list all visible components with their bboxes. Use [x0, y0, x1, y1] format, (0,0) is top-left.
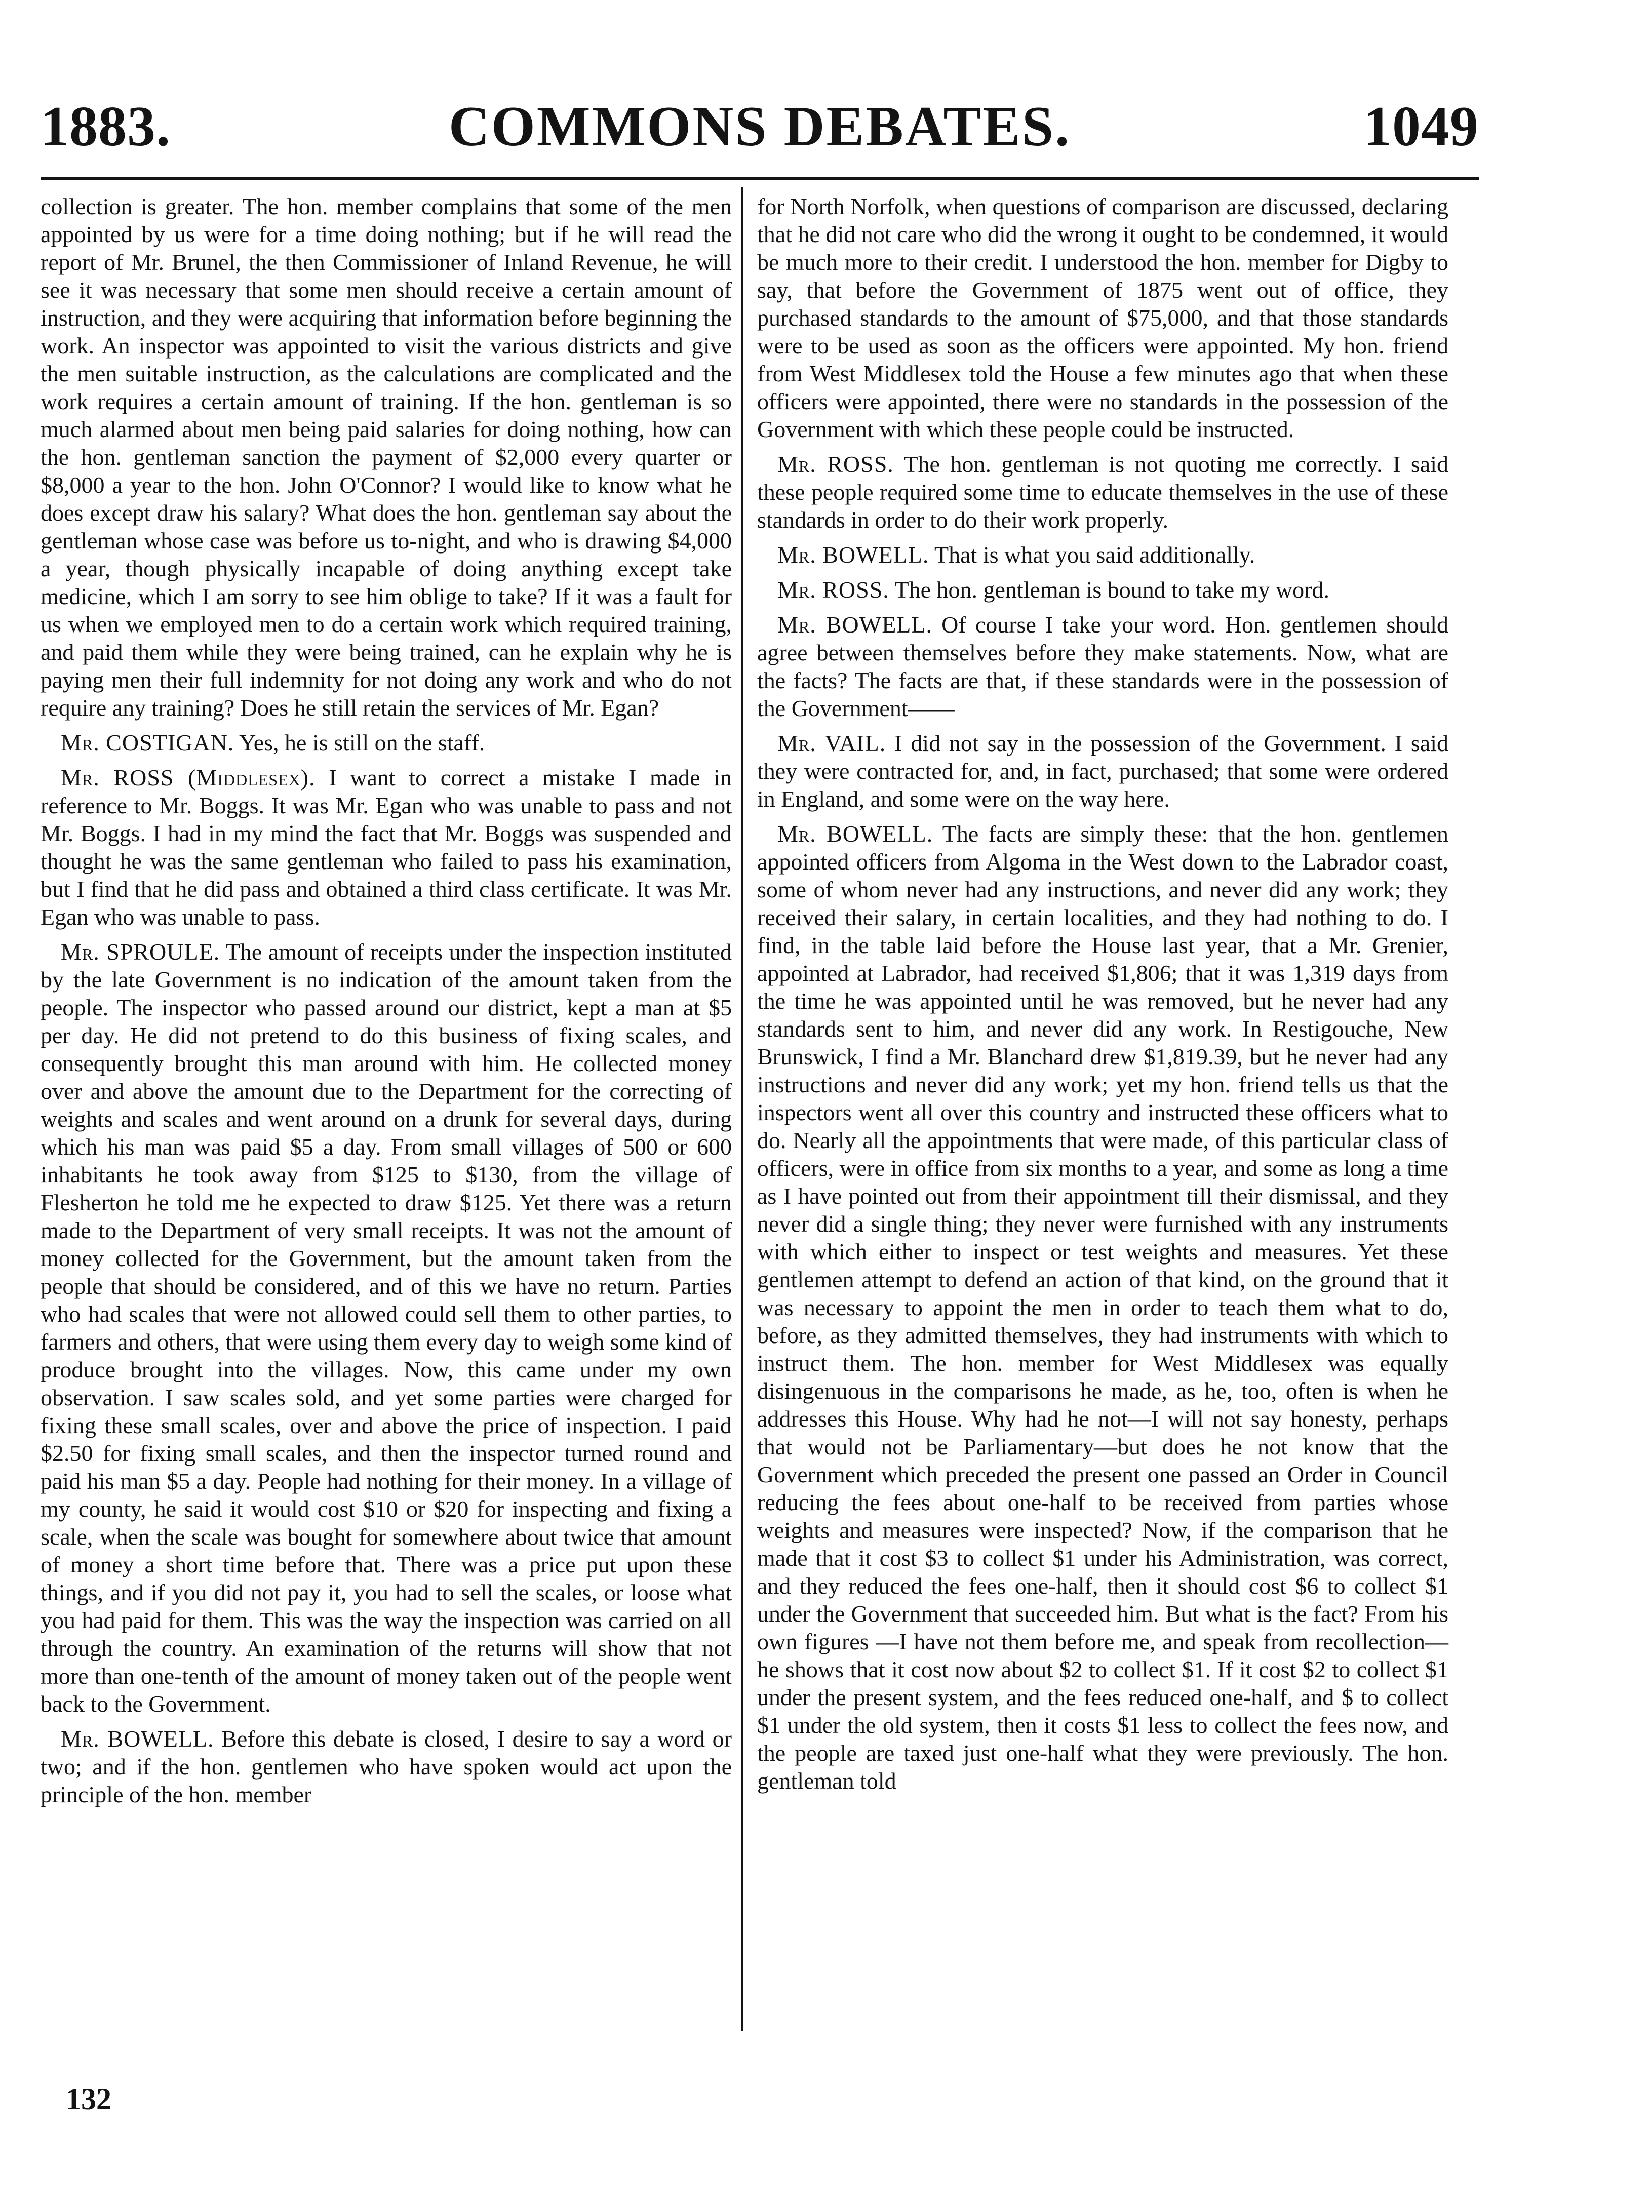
paragraph-text: The facts are simply these: that the hon. gentlemen appointed officers from Algoma in the West down to the Labrador coast, some of whom never had any instructions, and never did any work; they received their salary, in certain localities, and they had nothing to do. I find, in the table laid before the House last year, that a Mr. Grenier, appointed at Labrador, had received $1,806; that it was 1,319 days from the time he was appointed until he was removed, but he never had any standards sent to him, and never did any work. In Restigouche, New Brunswick, I find a Mr. Blanchard drew $1,819.39, but he never had any instructions and never did any work; yet my hon. friend tells us that the inspectors went all over this country and instructed these officers what to do. Nearly all the appointments that were made, of this particular class of officers, were in office from six months to a year, and some as long a time as I have pointed out from their appointment till their dismissal, and they never did a single thing; they never were furnished with any instruments with which either to inspect or test weights and measures. Yet these gentlemen attempt to defend an action of that kind, on the ground that it was necessary to appoint the men in order to teach them what to do, before, as they admitted themselves, they had instruments with which to instruct them. The hon. member for West Middlesex was equally disingenuous in the comparisons he made, as he, too, often is when he addresses this House. Why had he not—I will not say honesty, perhaps that would not be Parliamentary—but does he not know that the Government which preceded the present one passed an Order in Council reducing the fees about one-half to be received from parties whose weights and measures were inspected? Now, if the comparison that he made that it cost $3 to collect $1 under his Administration, was correct, and they reduced the fees one-half, then it should cost $6 to collect $1 under the Government that succeeded him. But what is the fact? From his own figures —I have not them before me, and speak from recollection—he shows that it cost now about $2 to collect $1. If it cost $2 to collect $1 under the present system, and the fees reduced one-half, and $ to collect $1 under the old system, then it costs $1 less to collect the fees now, and the people are taxed just one-half what they were previously. The hon. gentleman told — [757, 821, 1449, 1794]
speaker-name: Mr. ROSS (Middlesex). — [61, 765, 316, 791]
paragraph — [41, 729, 732, 757]
signature-mark: 132 — [66, 2082, 111, 2116]
paragraph — [757, 541, 1448, 569]
right-column — [757, 192, 1448, 1802]
paragraph-text: collection is greater. The hon. member complains that some of the men appointed by us were for a time doing nothing; but if he will read the report of Mr. Brunel, the then Commissioner of Inland Revenue, he will see it was necessary that some men should receive a certain amount of instruction, and they were acquiring that information before beginning the work. An inspector was appointed to visit the various districts and give the men suitable instruction, as the calculations are complicated and the work requires a certain amount of training. If the hon. gentleman is so much alarmed about men being paid salaries for doing nothing, how can the hon. gentleman sanction the payment of $2,000 every quarter or $8,000 a year to the hon. John O'Connor? I would like to know what he does except draw his salary? What does the hon. gentleman say about the gentleman whose case was before us to-night, and who is drawing $4,000 a year, though physically incapable of doing anything except take medicine, which I am sorry to see him oblige to take? If it was a fault for us when we employed men to do a certain work which required training, and paid them while they were being trained, can he explain why he is paying men their full indemnity for not doing any work and who do not require any training? Does he still retain the services of Mr. Egan? — [41, 193, 732, 721]
speaker-name: Mr. BOWELL. — [777, 612, 932, 638]
column-divider — [741, 187, 743, 2031]
speaker-name: Mr. BOWELL. — [777, 821, 933, 847]
paragraph-text: The hon. gentleman is bound to take my word. — [894, 577, 1329, 603]
paragraph — [757, 820, 1448, 1795]
speaker-name: Mr. VAIL. — [777, 730, 886, 756]
publication-title: COMMONS DEBATES. — [448, 95, 1071, 158]
paragraph — [41, 938, 732, 1718]
speaker-name: Mr. COSTIGAN. — [61, 730, 234, 756]
paragraph-text: The amount of receipts under the inspection instituted by the late Government is no indication of the amount taken from the people. The inspector who passed around our district, kept a man at $5 per day. He did not pretend to do this business of fixing scales, and consequently brought this man around with him. He collected money over and above the amount due to the Department for the correcting of weights and scales and went around on a drunk for several days, during which his man was paid $5 a day. From small villages of 500 or 600 inhabitants he took away from $125 to $130, from the village of Flesherton he told me he expected to draw $125. Yet there was a return made to the Department of very small receipts. It was not the amount of money collected for the Government, but the amount taken from the people that should be considered, and of this we have no return. Parties who had scales that were not allowed could sell them to other parties, to farmers and others, that were using them every day to weigh some kind of produce brought into the villages. Now, this came under my own observation. I saw scales sold, and yet some parties were charged for fixing these small scales, over and above the price of inspection. I paid $2.50 for fixing small scales, and then the inspector turned round and paid his man $5 a day. People had nothing for their money. In a village of my county, he said it would cost $10 or $20 for inspecting and fixing a scale, when the scale was bought for somewhere about twice that amount of money a short time before that. There was a price put upon these things, and if you did not pay it, you had to sell the scales, or loose what you had paid for them. This was the way the inspection was carried on all through the country. An examination of the returns will show that not more than one-tenth of the amount of money taken out of the people went back to the Government. — [41, 939, 732, 1717]
paragraph — [41, 192, 732, 722]
paragraph — [757, 450, 1448, 534]
header-rule — [41, 177, 1479, 180]
paragraph-text: for North Norfolk, when questions of comparison are discussed, declaring that he did not care who did the wrong it ought to be condemned, it would be much more to their credit. I understood the hon. member for Digby to say, that before the Government of 1875 went out of office, they purchased standards to the amount of $75,000, and that those standards were to be used as soon as the officers were appointed. My hon. friend from West Middlesex told the House a few minutes ago that when these officers were appointed, there were no standards in the possession of the Government with which these people could be instructed. — [757, 193, 1448, 442]
paragraph — [41, 764, 732, 931]
left-column — [41, 192, 732, 1815]
speaker-name: Mr. ROSS. — [777, 451, 894, 477]
speaker-name: Mr. ROSS. — [777, 577, 889, 603]
paragraph-text: Before this debate is closed, I desire to say a word or two; and if the hon. gentlemen who have spoken would act upon the principle of the hon. member — [41, 1726, 732, 1807]
page-header — [41, 96, 1479, 157]
page-number: 1049 — [1363, 95, 1479, 158]
paragraph — [757, 729, 1448, 813]
paragraph — [41, 1725, 732, 1808]
speaker-name: Mr. SPROULE. — [61, 939, 220, 965]
paragraph-text: The hon. gentleman is not quoting me correctly. I said these people required some time to educate themselves in the use of these standards in order to do their work properly. — [757, 451, 1448, 533]
speaker-name: Mr. BOWELL. — [61, 1726, 214, 1752]
paragraph-text: I did not say in the possession of the Government. I said they were contracted for, and, in fact, purchased; that some were ordered in England, and some were on the way here. — [757, 730, 1449, 812]
speaker-name: Mr. BOWELL. — [777, 542, 929, 568]
paragraph — [757, 576, 1448, 604]
paragraph-text: Of course I take your word. Hon. gentlemen should agree between themselves before they make statements. Now, what are the facts? The facts are that, if these standards were in the possession of the Government—— — [757, 612, 1449, 721]
paragraph-text: That is what you said additionally. — [934, 542, 1255, 568]
paragraph-text: Yes, he is still on the staff. — [239, 730, 485, 756]
paragraph — [757, 611, 1448, 722]
paragraph-text: I want to correct a mistake I made in reference to Mr. Boggs. It was Mr. Egan who was unable to pass and not Mr. Boggs. I had in my mind the fact that Mr. Boggs was suspended and thought he was the same gentleman who failed to pass his examination, but I find that he did pass and obtained a third class certificate. It was Mr. Egan who was unable to pass. — [41, 765, 732, 930]
paragraph — [757, 192, 1448, 443]
year: 1883. — [41, 95, 171, 158]
